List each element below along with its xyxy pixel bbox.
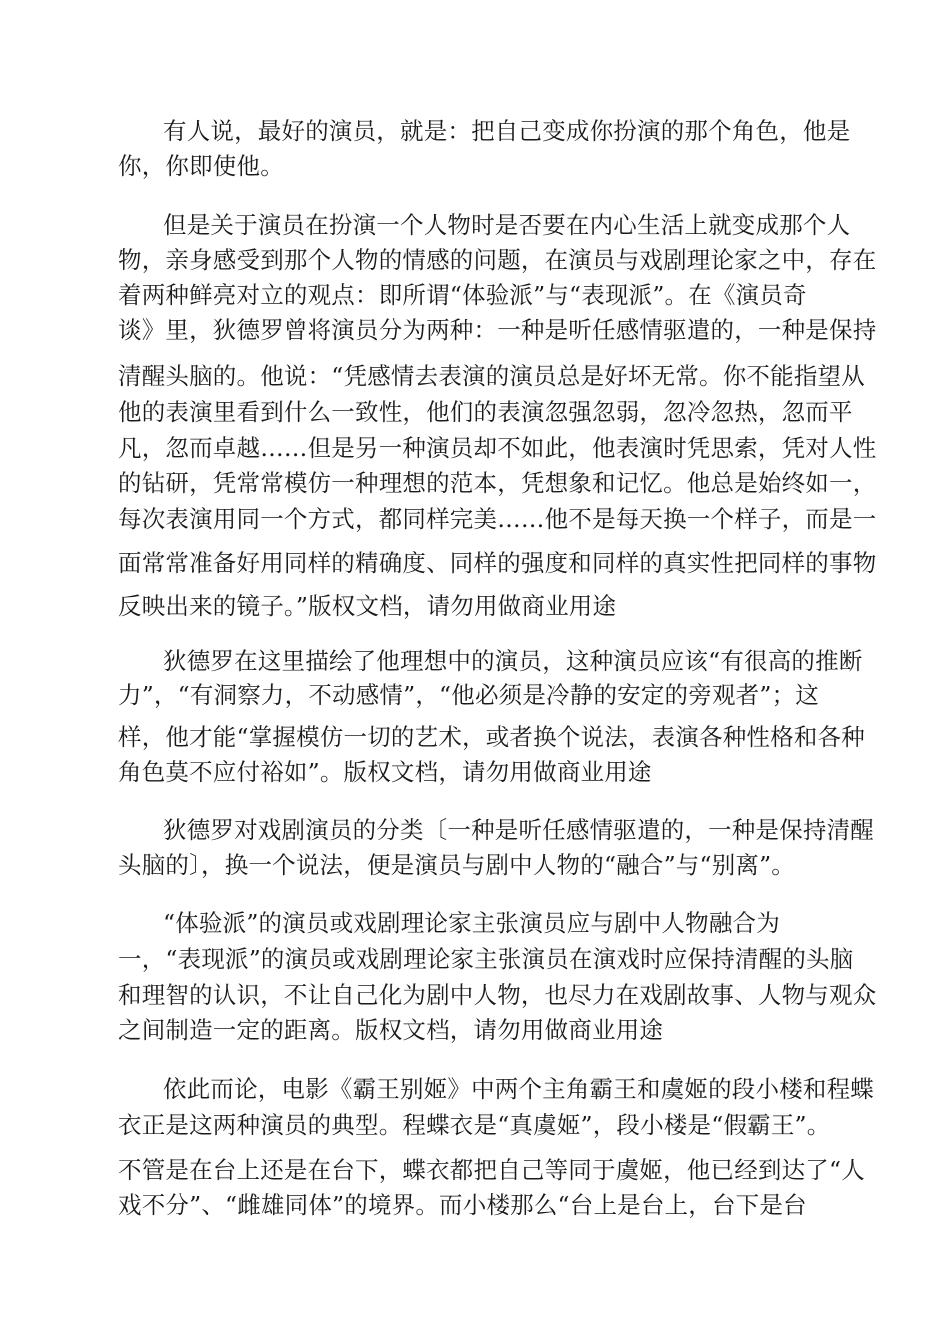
paragraph-2-line-8: 的钻研，凭常常模仿一种理想的范本，凭想象和记忆。他总是始终如一，: [118, 469, 877, 497]
paragraph-3-line-1: 狄德罗在这里描绘了他理想中的演员，这种演员应该“有很高的推断: [163, 647, 863, 675]
paragraph-6-line-2: 衣正是这两种演员的典型。程蝶衣是“真虞姬”，段小楼是“假霸王”。: [118, 1111, 831, 1139]
paragraph-3-line-3: 样，他才能“掌握模仿一切的艺术，或者换个说法，表演各种性格和各种: [118, 723, 865, 751]
paragraph-3-line-2: 力”，“有洞察力，不动感情”，“他必须是冷静的安定的旁观者”；这: [118, 681, 819, 709]
paragraph-4-line-2: 头脑的〕，换一个说法，便是演员与剧中人物的“融合”与“别离”。: [118, 851, 796, 879]
paragraph-2-line-6: 他的表演里看到什么一致性，他们的表演忽强忽弱，忽冷忽热，忽而平: [118, 398, 853, 426]
paragraph-5-line-4: 之间制造一定的距离。版权文档，请勿用做商业用途: [118, 1016, 664, 1044]
paragraph-2-line-9: 每次表演用同一个方式，都同样完美……他不是每天换一个样子，而是一: [118, 505, 877, 533]
paragraph-2-line-1: 但是关于演员在扮演一个人物时是否要在内心生活上就变成那个人: [163, 211, 851, 239]
paragraph-2-line-7: 凡，忽而卓越……但是另一种演员却不如此，他表演时凭思索，凭对人性: [118, 434, 877, 462]
paragraph-6-line-4: 戏不分”、“雌雄同体”的境界。而小楼那么“台上是台上，台下是台: [118, 1191, 807, 1219]
paragraph-2-line-2: 物，亲身感受到那个人物的情感的问题，在演员与戏剧理论家之中，存在: [118, 246, 877, 274]
paragraph-2-line-3: 着两种鲜亮对立的观点：即所谓“体验派”与“表现派”。在《演员奇: [118, 281, 807, 309]
paragraph-4-line-1: 狄德罗对戏剧演员的分类〔一种是听任感情驱遣的，一种是保持清醒: [163, 816, 874, 844]
paragraph-5-line-3: 和理智的认识，不让自己化为剧中人物，也尽力在戏剧故事、人物与观众: [118, 981, 877, 1009]
paragraph-5-line-2: 一，“表现派”的演员或戏剧理论家主张演员在演戏时应保持清醒的头脑: [118, 945, 854, 973]
paragraph-2-line-11: 反映出来的镜子。”版权文档，请勿用做商业用途: [118, 592, 617, 620]
paragraph-2-line-10: 面常常准备好用同样的精确度、同样的强度和同样的真实性把同样的事物: [118, 549, 877, 577]
paragraph-6-line-3: 不管是在台上还是在台下，蝶衣都把自己等同于虞姬，他已经到达了“人: [118, 1156, 865, 1184]
paragraph-2-line-4: 谈》里，狄德罗曾将演员分为两种：一种是听任感情驱遣的，一种是保持: [118, 316, 877, 344]
paragraph-5-line-1: “体验派”的演员或戏剧理论家主张演员应与剧中人物融合为: [163, 909, 780, 937]
paragraph-6-line-1: 依此而论，电影《霸王别姬》中两个主角霸王和虞姬的段小楼和程蝶: [163, 1075, 874, 1103]
paragraph-1-line-2: 你，你即使他。: [118, 152, 284, 180]
paragraph-3-line-4: 角色莫不应付裕如”。版权文档，请勿用做商业用途: [118, 758, 652, 786]
paragraph-1-line-1: 有人说，最好的演员，就是：把自己变成你扮演的那个角色，他是: [163, 117, 851, 145]
paragraph-2-line-5: 清醒头脑的。他说：“凭感情去表演的演员总是好坏无常。你不能指望从: [118, 362, 865, 390]
